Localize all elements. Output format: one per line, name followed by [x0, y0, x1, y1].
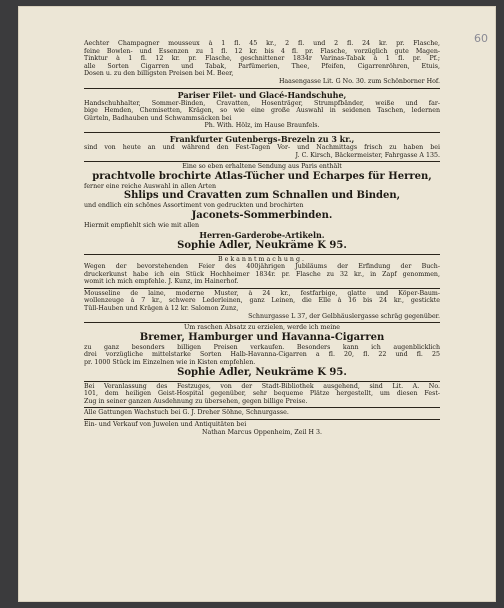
ad-line: Bei Veranlassung des Festzuges, von der Stadt-Bibliothek ausgehend, sind Lit. A. No.	[84, 382, 440, 390]
newspaper-page	[18, 6, 496, 602]
ad-pretzels	[84, 133, 440, 162]
ad-line: Ein- und Verkauf von Juwelen und Antiquitäten bei	[84, 421, 247, 428]
ad-line: bige Hemden, Chemisetten, Krägen, so wie eine große Auswahl in seidenen Taschen, ledernen	[84, 107, 440, 115]
ad-intro: Um raschen Absatz zu erzielen, werde ich meine	[184, 324, 340, 332]
ad-line: Tinktur à 1 fl. 12 kr. pr. Flasche, geschnittener 1834r Varinas-Tabak à 1 fl. pr. Pf.;	[84, 55, 440, 63]
ad-signature: Sophie Adler, Neukräme K 95.	[177, 366, 347, 378]
ad-heading: Jaconets-Sommerbinden.	[191, 209, 333, 221]
ad-cigars	[84, 323, 440, 381]
ad-line: Alle Gattungen Wachstuch bei G. J. Dreher Söhne, Schnurgasse.	[84, 409, 289, 417]
ad-line: und endlich ein schönes Assortiment von gedruckten und brochirten	[84, 202, 304, 210]
ad-line: Dosen u. zu den billigsten Preisen bei M. Beer,	[84, 70, 234, 78]
ad-heading: Shlips und Cravatten zum Schnallen und Binden,	[123, 190, 401, 202]
ad-line: ferner eine reiche Auswahl in allen Arten	[84, 182, 217, 190]
ad-mousseline	[84, 289, 440, 323]
ad-signature: J. C. Kirsch, Bäckermeister, Fahrgasse A 135.	[295, 151, 440, 159]
advertisement-column	[84, 39, 440, 438]
ad-line: Mousseline de laine, moderne Muster, à 24 kr., festfarbige, glatte und Köper-Baum-	[84, 289, 440, 297]
ad-line: Gürteln, Badhauben und Schwammsäcken bei	[84, 114, 232, 122]
ad-line: Wegen der bevorstehenden Feier des 400jährigen Jubiläums der Erfindung der Buch-	[84, 263, 440, 271]
ad-line: zu ganz besonders billigen Preisen verkaufen. Besonders kann ich augenblicklich	[84, 343, 440, 351]
ad-line: pr. 1000 Stück im Einzelnen wie in Kisten empfehlen.	[84, 359, 256, 367]
ad-line: wollenzeuge à 7 kr., schwere Lederleinen, ganz Leinen, die Elle à 16 bis 24 kr., gestickte	[84, 297, 440, 305]
ad-line: feine Bowlen- und Essenzen zu 1 fl. 12 kr. bis 4 fl. pr. Flasche, vorzüglich gute Magen-	[84, 47, 440, 55]
ad-heading: Herren-Garderobe-Artikeln.	[199, 229, 325, 240]
ad-oilcloth	[84, 408, 440, 420]
ad-heading: Bremer, Hamburger und Havanna-Cigarren	[139, 331, 385, 343]
ad-intro: Eine so eben erhaltene Sendung aus Paris enthält	[182, 163, 342, 171]
ad-address: Haasengasse Lit. G No. 30. zum Schönborner Hof.	[278, 77, 440, 85]
ad-paris-shipment	[84, 162, 440, 254]
ad-heading: Pariser Filet- und Glacé-Handschuhe,	[177, 89, 347, 100]
ad-jewels	[84, 420, 440, 438]
ad-line: womit ich mich empfehle. J. Kunz, im Hainerhof.	[84, 278, 239, 286]
ad-line: Zug in seiner ganzen Ausdehnung zu übersehen, gegen billige Preise.	[84, 397, 308, 405]
ad-line: Tüll-Hauben und Krägen à 12 kr. Salomon Zunz,	[84, 305, 239, 313]
ad-line: 101, dem heiligen Geist-Hospital gegenüber, sehr bequeme Plätze hergestellt, um diesen Fest-	[84, 390, 440, 398]
ad-announcement	[84, 255, 440, 289]
ad-heading: Frankfurter Gutenbergs-Brezeln zu 3 kr.,	[169, 133, 355, 144]
ad-line: druckerkunst habe ich ein Stück Hochheimer 1834r. pr. Flasche zu 32 kr., in Zapf genommen,	[84, 270, 440, 278]
ad-heading: Bekanntmachung.	[217, 255, 306, 263]
pencil-page-number: 60	[474, 32, 488, 45]
ad-signature: Ph. With. Hölz, im Hause Braunfels.	[204, 122, 320, 130]
ad-line: Aechter Champagner mousseux à 1 fl. 45 kr., 2 fl. und 2 fl. 24 kr. pr. Flasche,	[84, 40, 440, 47]
ad-line: drei vorzügliche mittelstarke Sorten Halb-Havanna-Cigarren a fl. 20, fl. 22 und fl. 25	[84, 351, 440, 359]
ad-line: sind von heute an und während den Fest-Tagen Vor- und Nachmittags frisch zu haben bei	[84, 143, 440, 151]
ad-gloves	[84, 89, 440, 133]
ad-heading: prachtvolle brochirte Atlas-Tücher und Echarpes für Herren,	[92, 170, 432, 182]
ad-festival-seats	[84, 382, 440, 409]
ad-line: Hiermit empfiehlt sich wie mit allen	[84, 221, 200, 229]
ad-champagne	[84, 39, 440, 89]
ad-address: Schnurgasse L 37, der Gelbhäuslergasse schräg gegenüber.	[248, 312, 440, 320]
ad-line: alle Sorten Cigarren und Tabak, Parfümerien, Thee, Pfeifen, Cigarrenröhren, Etuis,	[84, 62, 440, 70]
ad-signature: Nathan Marcus Oppenheim, Zeil H 3.	[201, 428, 323, 436]
ad-line: Handschuhhalter, Sommer-Binden, Cravatten, Hosenträger, Strumpfbänder, weiße und far-	[84, 99, 440, 107]
ad-signature: Sophie Adler, Neukräme K 95.	[177, 239, 347, 251]
